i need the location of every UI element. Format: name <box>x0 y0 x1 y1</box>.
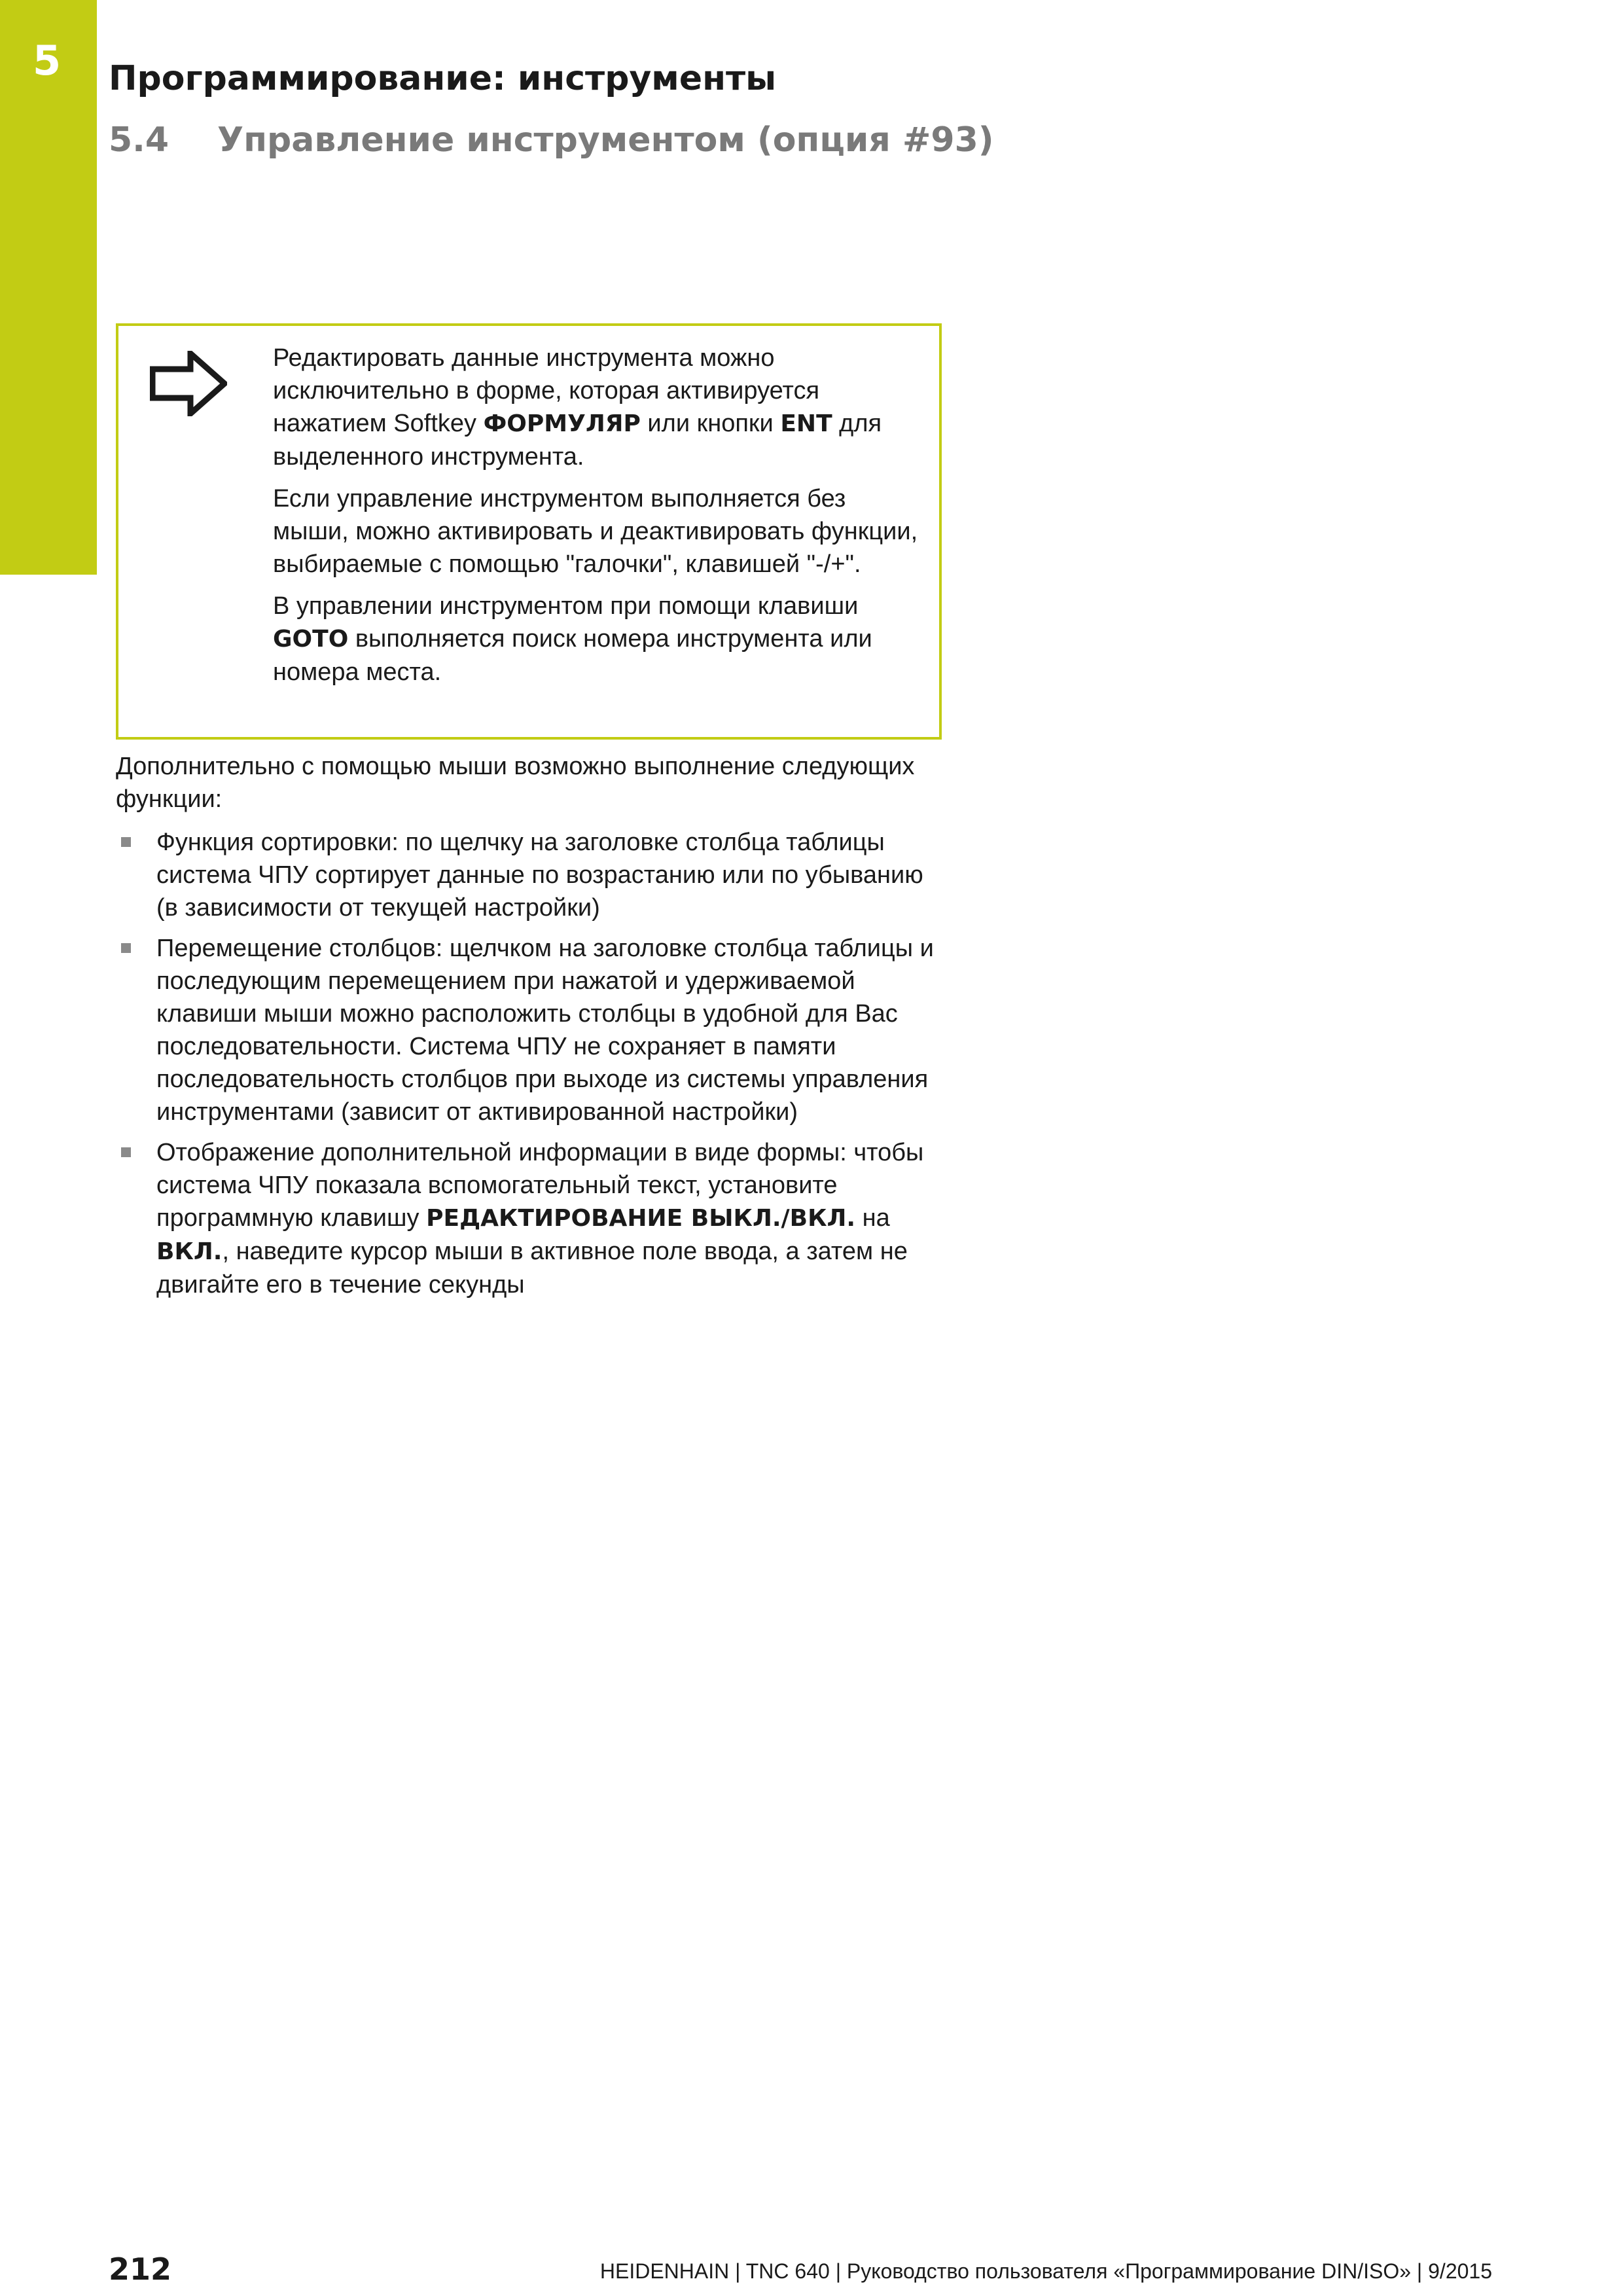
note-text-segment: для выделенного инструмента. <box>273 410 882 471</box>
note-box <box>116 323 942 740</box>
note-text-segment: выполняется поиск номера инструмента или номера места. <box>273 625 872 686</box>
footer-text: HEIDENHAIN | TNC 640 | Руководство пользователя «Программирование DIN/ISO» | 9/2015 <box>599 2259 1492 2283</box>
page-number: 212 <box>109 2251 172 2287</box>
bullet-square-icon <box>121 943 131 953</box>
softkey-on: ВКЛ. <box>156 1238 223 1265</box>
chapter-number: 5 <box>33 37 62 84</box>
note-text-segment: В управлении инструментом при помощи клавиши <box>273 592 859 620</box>
list-item <box>116 826 947 924</box>
key-ent: ENT <box>780 410 832 437</box>
bullet-square-icon <box>121 1147 131 1157</box>
note-paragraph <box>273 342 927 473</box>
chapter-title: Программирование: инструменты <box>109 59 777 98</box>
list-item-text: на <box>855 1204 890 1232</box>
note-text-segment: или кнопки <box>640 410 781 437</box>
list-item-text: , наведите курсор мыши в активное поле ввода, а затем не двигайте его в течение секунды <box>156 1238 908 1299</box>
chapter-tab <box>0 0 97 575</box>
note-paragraph: Если управление инструментом выполняется без мыши, можно активировать и деактивировать функции, выбираемые с помощью "галочки", клавишей "-/+". <box>273 485 918 578</box>
list-item <box>116 1136 947 1301</box>
list-item-text: Отображение дополнительной информации в виде формы: чтобы система ЧПУ показала вспомогательный текст, установите программную клавишу <box>156 1139 924 1232</box>
key-goto: GOTO <box>273 626 349 653</box>
softkey-edit-on-off: РЕДАКТИРОВАНИЕ ВЫКЛ./ВКЛ. <box>426 1205 856 1232</box>
list-item-text: Функция сортировки: по щелчку на заголовке столбца таблицы система ЧПУ сортирует данные по возрастанию или по убыванию (в зависимости от текущей настройки) <box>156 829 923 922</box>
section-heading <box>109 120 994 160</box>
section-number: 5.4 <box>109 120 169 160</box>
note-text-segment: Редактировать данные инструмента можно исключительно в форме, которая активируется нажатием Softkey <box>273 344 820 437</box>
list-item-text: Перемещение столбцов: щелчком на заголовке столбца таблицы и последующим перемещением при нажатой и удерживаемой клавиши мыши можно расположить столбцы в удобной для Вас последовательности. Система ЧПУ не сохраняет в памяти последовательность столбцов при выходе из системы управления инструментами (зависит от активированной настройки) <box>156 935 934 1126</box>
bullet-square-icon <box>121 837 131 847</box>
section-title: Управление инструментом (опция #93) <box>217 120 994 160</box>
note-paragraph <box>273 590 927 689</box>
intro-paragraph: Дополнительно с помощью мыши возможно выполнение следующих функции: <box>116 753 915 813</box>
softkey-formular: ФОРМУЛЯР <box>483 410 641 437</box>
bullet-list <box>116 826 947 1309</box>
list-item <box>116 932 947 1128</box>
note-text <box>273 342 927 698</box>
arrow-right-icon <box>150 351 227 416</box>
